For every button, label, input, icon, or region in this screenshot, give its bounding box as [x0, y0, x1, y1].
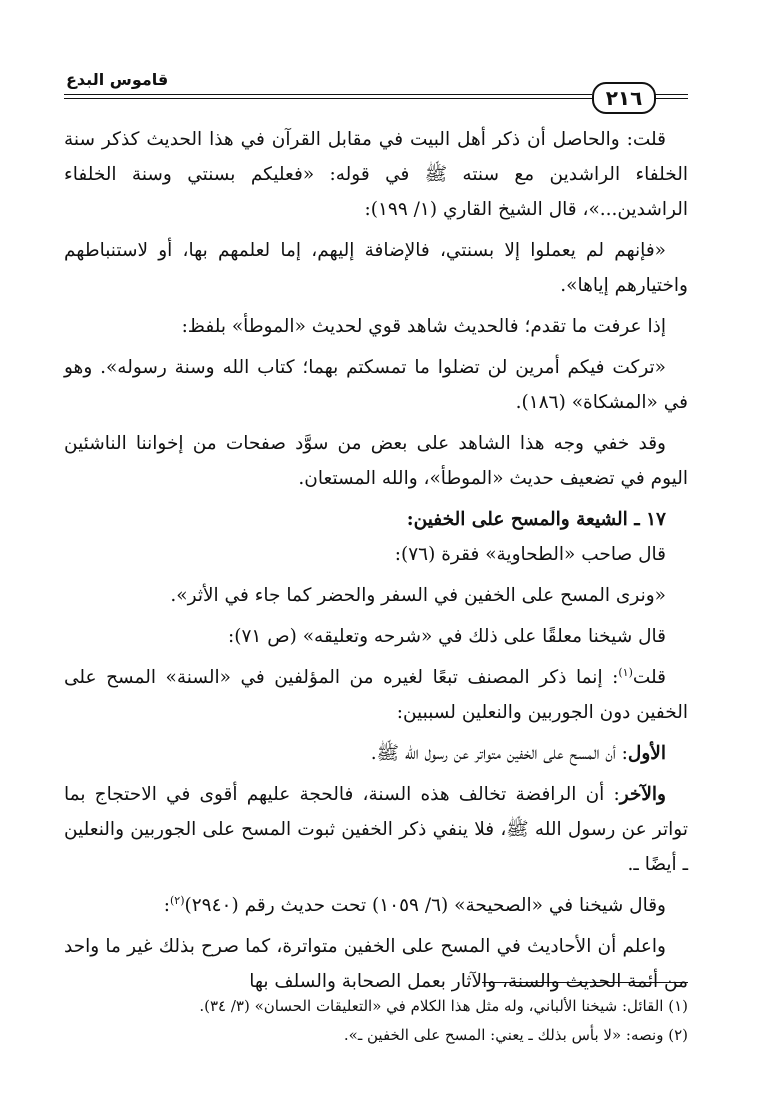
section-heading: ١٧ ـ الشيعة والمسح على الخفين: [406, 509, 666, 530]
quote-masah: «ونرى المسح على الخفين في السفر والحضر كما جاء في الأثر». [170, 585, 666, 606]
quote-muwatta: «تركت فيكم أمرين لن تضلوا ما تمسكتم بهما؛ كتاب الله وسنة رسوله». وهو في «المشكاة» (١٨٦). [64, 357, 688, 413]
paragraph-sahiha: وقال شيخنا في «الصحيحة» (٦/ ١٠٥٩) تحت حديث رقم (٢٩٤٠)$^{(٢)}$: [163, 893, 666, 916]
paragraph-second-reason: والآخر: أن الرافضة تخالف هذه السنة، فالحجة عليهم أقوى في الاحتجاج بما تواتر عن رسول الله ﷺ، فلا ينفي ذكر الخفين ثبوت المسح على الجوربين والنعلين ـ أيضًا ـ. [64, 784, 688, 875]
paragraph-hidden-witness: وقد خفي وجه هذا الشاهد على بعض من سوَّد صفحات من إخواننا الناشئين اليوم في تضعيف حديث «الموطأ»، والله المستعان. [64, 433, 688, 489]
paragraph-shaykh-comment: قال شيخنا معلقًا على ذلك في «شرحه وتعليقه» (ص ٧١): [228, 626, 666, 647]
header-rule-right [652, 94, 688, 95]
paragraph-qult: قلت$^{(١)}$: إنما ذكر المصنف تبعًا لغيره من المؤلفين في «السنة» المسح على الخفين دون الجوربين والنعلين لسببين: [64, 665, 688, 723]
footnote-2: (٢) ونصه: «لا بأس بذلك ـ يعني: المسح على الخفين ـ». [343, 1026, 688, 1044]
footnote-separator [482, 982, 688, 983]
footnotes [64, 992, 688, 1050]
page-number: ٢١٦ [592, 82, 656, 114]
footnote-ref-1[interactable]: (١) [618, 665, 633, 679]
header-rule-thin [64, 98, 592, 99]
footnote-ref-2[interactable]: (٢) [169, 893, 185, 907]
header-rule-right-thin [652, 98, 688, 99]
paragraph-tahawiya: قال صاحب «الطحاوية» فقرة (٧٦): [394, 544, 666, 565]
footnote-1: (١) القائل: شيخنا الألباني، وله مثل هذا الكلام في «التعليقات الحسان» (٣/ ٣٤). [199, 997, 688, 1015]
quote-qari: «فإنهم لم يعملوا إلا بسنتي، فالإضافة إليهم، إما لعلمهم بها، أو لاستنباطهم واختيارهم إياها». [64, 240, 688, 296]
running-header-title: قاموس البدع [66, 70, 169, 89]
paragraph-mutawatir: واعلم أن الأحاديث في المسح على الخفين متواترة، كما صرح بذلك غير ما واحد من أئمة الحديث والسنة، والآثار بعمل الصحابة والسلف بها [64, 936, 688, 992]
paragraph-first-reason: الأول: أن المسح على الخفين متواتر عن رسول الله ﷺ. [370, 743, 666, 764]
paragraph-witness: إذا عرفت ما تقدم؛ فالحديث شاهد قوي لحديث «الموطأ» بلفظ: [181, 316, 666, 337]
paragraph-conclusion: قلت: والحاصل أن ذكر أهل البيت في مقابل القرآن في هذا الحديث كذكر سنة الخلفاء الراشدين مع سنته ﷺ في قوله: «فعليكم بسنتي وسنة الخلفاء الراشدين...»، قال الشيخ القاري (١/ ١٩٩): [64, 129, 688, 220]
page-body [64, 122, 688, 999]
header-rule [64, 94, 592, 95]
